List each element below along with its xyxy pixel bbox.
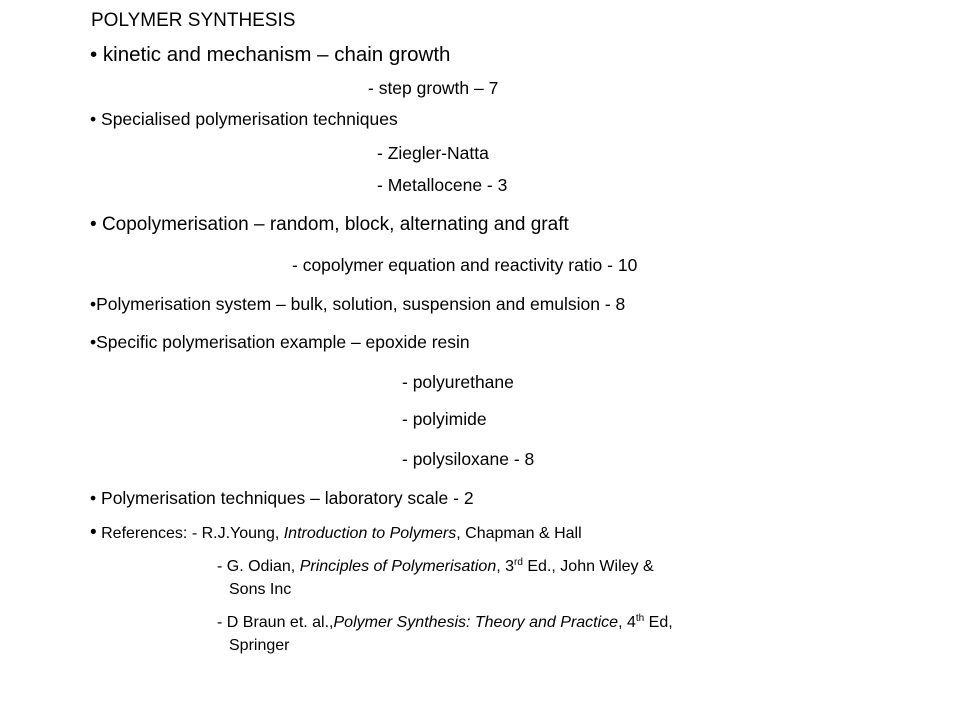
sub-item-step-growth: - step growth – 7 (368, 78, 499, 98)
page-title: POLYMER SYNTHESIS (91, 10, 296, 31)
bullet-text: kinetic and mechanism – chain growth (102, 43, 451, 66)
bullet-specialised (90, 109, 398, 129)
reference-3 (217, 614, 673, 632)
reference-1-title: Introduction to Polymers (283, 525, 457, 542)
references-line-1 (90, 522, 582, 544)
sub-item-polysiloxane: - polysiloxane - 8 (402, 449, 535, 469)
reference-2-author: - G. Odian, (217, 558, 300, 575)
bullet-polymerisation-system: •Polymerisation system – bulk, solution, suspension and emulsion - 8 (90, 294, 626, 314)
reference-3-publisher: Ed, (644, 614, 673, 631)
references-label: References: (101, 525, 188, 542)
bullet-text: Copolymerisation – random, block, alternating and graft (101, 214, 569, 235)
reference-3-edition: , 4 (618, 614, 636, 631)
sub-item-copolymer-equation: - copolymer equation and reactivity ratio - 10 (292, 255, 638, 275)
reference-3-author: - D Braun et. al., (217, 614, 334, 631)
reference-3-continuation: Springer (229, 637, 290, 654)
reference-2 (217, 558, 654, 576)
sub-item-metallocene: - Metallocene - 3 (377, 175, 508, 195)
reference-2-publisher: Ed., John Wiley & (522, 558, 654, 575)
reference-1-author: - R.J.Young, (191, 525, 284, 542)
bullet-icon: • (90, 43, 98, 66)
bullet-icon: • (90, 214, 97, 235)
reference-3-edition-suffix: th (635, 613, 645, 624)
bullet-techniques-lab (90, 488, 474, 508)
reference-2-continuation: Sons Inc (229, 581, 292, 598)
sub-item-ziegler-natta: - Ziegler-Natta (377, 143, 489, 163)
bullet-specific-example: •Specific polymerisation example – epoxide resin (90, 332, 470, 352)
bullet-icon: • (90, 488, 97, 508)
reference-2-edition: , 3 (496, 558, 515, 575)
bullet-kinetic (90, 43, 450, 67)
sub-item-polyurethane: - polyurethane (402, 372, 514, 392)
reference-2-edition-suffix: rd (514, 557, 523, 568)
bullet-icon: • (90, 522, 97, 543)
bullet-copolymerisation (90, 214, 569, 236)
bullet-icon: • (90, 109, 97, 129)
sub-item-polyimide: - polyimide (402, 409, 487, 429)
reference-2-title: Principles of Polymerisation (299, 558, 497, 575)
bullet-text: Polymerisation techniques – laboratory scale - 2 (101, 488, 474, 508)
reference-3-title: Polymer Synthesis: Theory and Practice (333, 614, 619, 631)
reference-1-publisher: , Chapman & Hall (456, 525, 582, 542)
bullet-text: Specialised polymerisation techniques (101, 109, 398, 129)
